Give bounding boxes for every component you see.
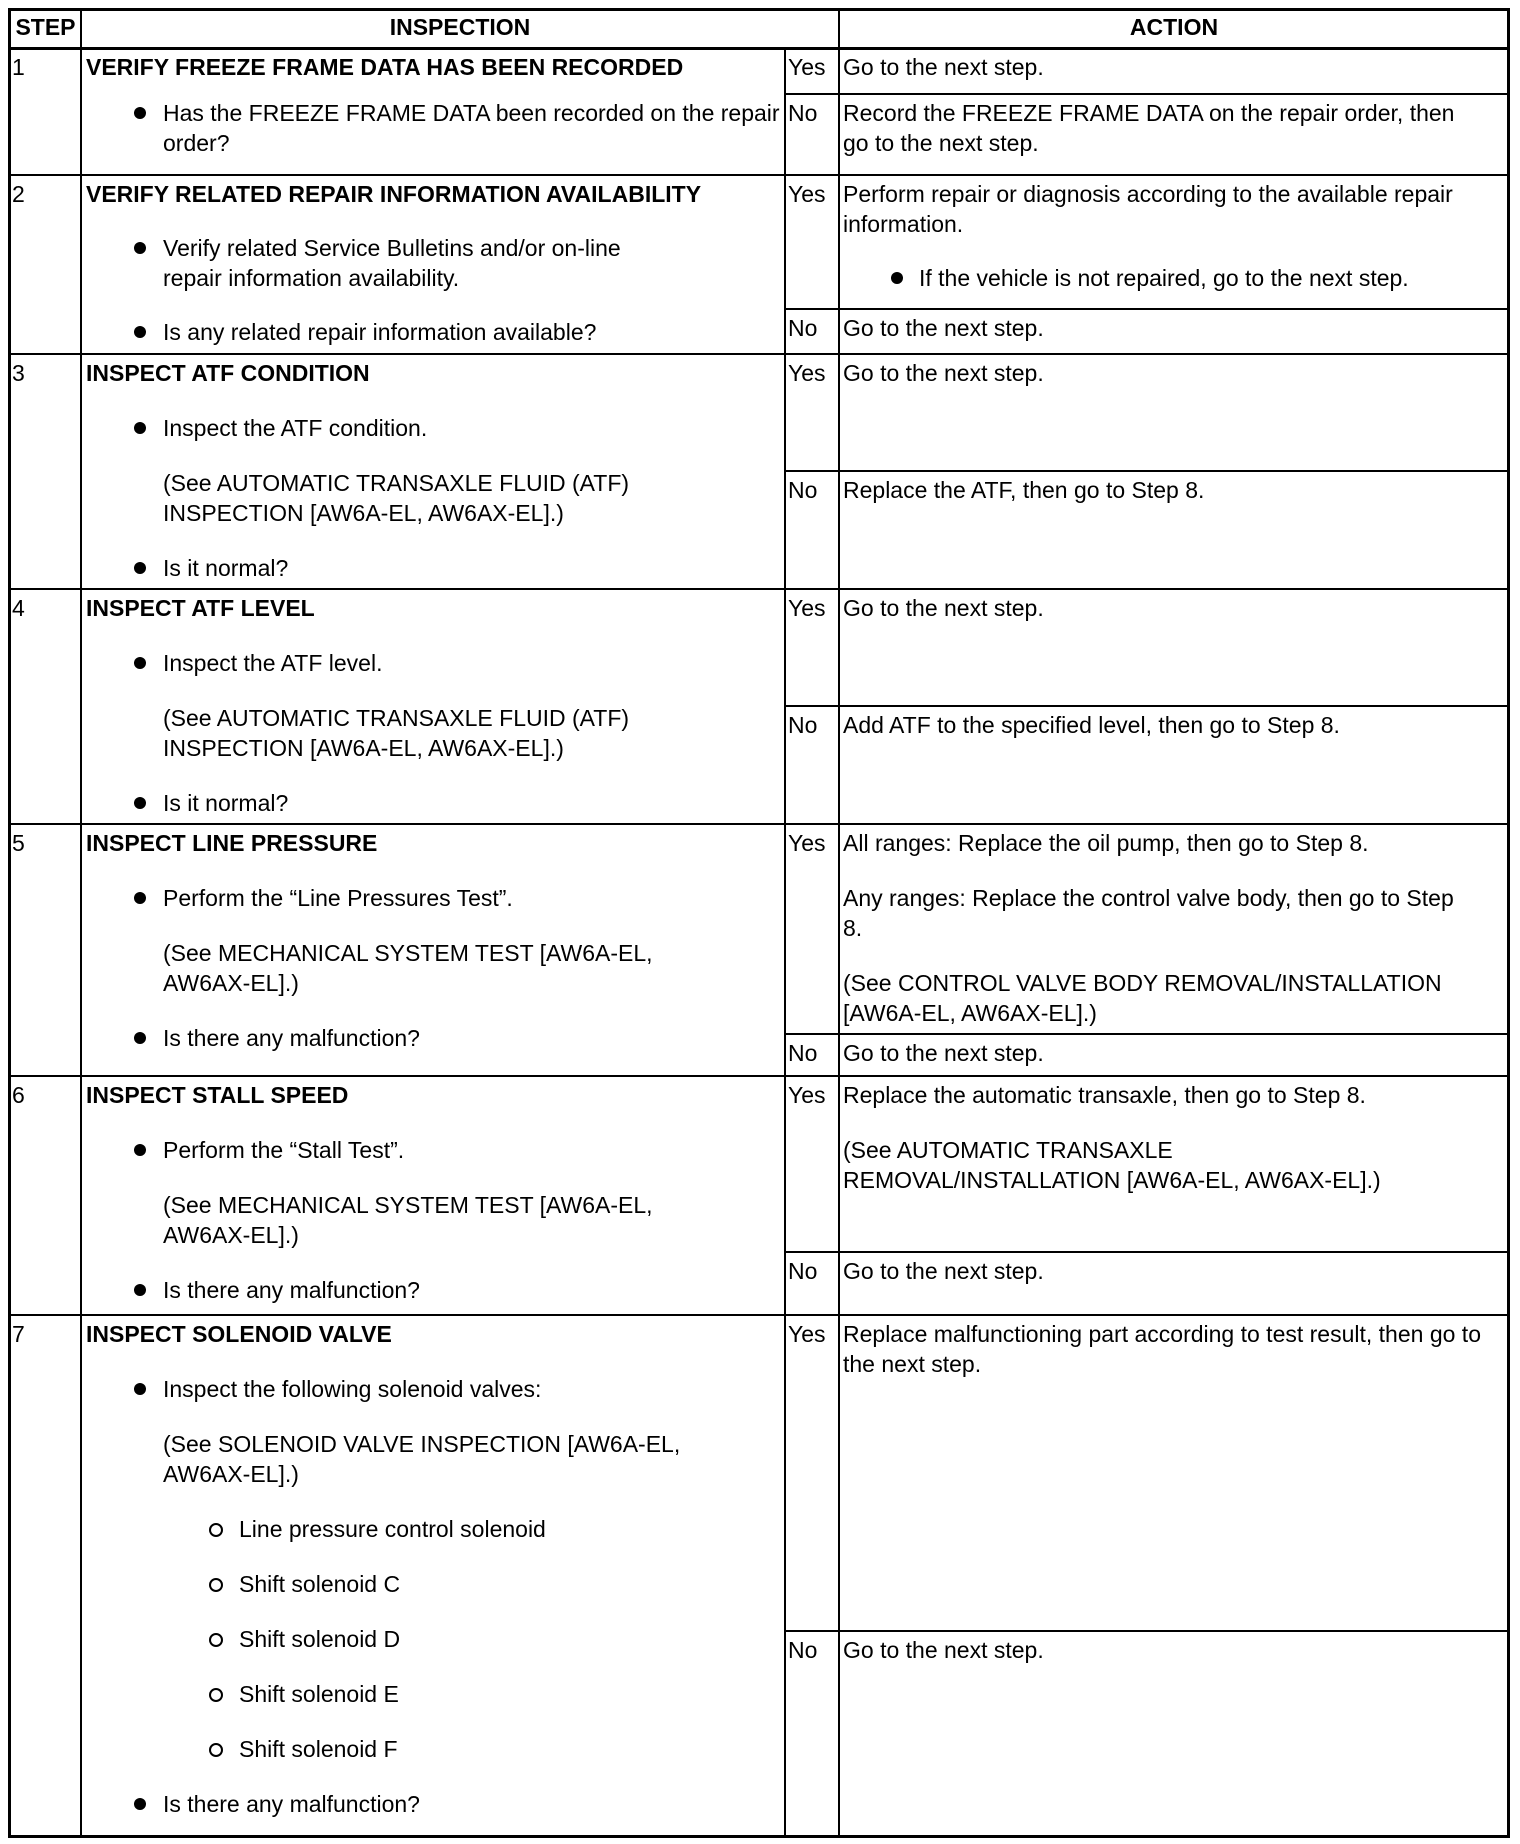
header-step: STEP xyxy=(15,14,76,40)
row-divider xyxy=(8,823,1510,825)
action-bullet: If the vehicle is not repaired, go to the next step. xyxy=(843,263,1503,293)
yes-action-text: Any ranges: Replace the control valve body, then go to Step 8. xyxy=(843,885,1454,941)
step-inspection xyxy=(86,593,780,818)
inspection-bullet: Is it normal? xyxy=(86,553,780,583)
solenoid-item: Shift solenoid E xyxy=(86,1679,780,1709)
row-divider xyxy=(8,588,1510,590)
row-divider xyxy=(8,353,1510,355)
yes-no-divider xyxy=(784,1033,1510,1035)
no-label: No xyxy=(788,1258,818,1284)
yes-action xyxy=(843,828,1503,1028)
col-divider xyxy=(784,48,786,1838)
solenoid-item: Shift solenoid C xyxy=(86,1569,780,1599)
step-inspection xyxy=(86,52,780,158)
step-title: VERIFY RELATED REPAIR INFORMATION AVAILABILITY xyxy=(86,181,702,207)
no-action: Go to the next step. xyxy=(843,1637,1044,1663)
inspection-bullet: Is it normal? xyxy=(86,788,780,818)
solenoid-item: Shift solenoid F xyxy=(86,1734,780,1764)
header-inspection: INSPECTION xyxy=(389,14,531,40)
step-number: 7 xyxy=(12,1321,25,1347)
inspection-bullet: Is there any malfunction? xyxy=(86,1275,780,1305)
yes-label: Yes xyxy=(788,1321,826,1347)
row-divider xyxy=(8,1075,1510,1077)
step-title: VERIFY FREEZE FRAME DATA HAS BEEN RECORDED xyxy=(86,54,684,80)
yes-label: Yes xyxy=(788,830,826,856)
row-divider xyxy=(8,47,1510,50)
step-title: INSPECT ATF CONDITION xyxy=(86,360,370,386)
step-number: 2 xyxy=(12,181,25,207)
no-action: Replace the ATF, then go to Step 8. xyxy=(843,477,1205,503)
inspection-bullet: Inspect the ATF level. xyxy=(86,648,780,678)
no-action: Go to the next step. xyxy=(843,1040,1044,1066)
yes-action-reference: (See AUTOMATIC TRANSAXLE REMOVAL/INSTALLATION [AW6A-EL, AW6AX-EL].) xyxy=(843,1137,1381,1193)
row-divider xyxy=(8,174,1510,176)
inspection-reference: (See MECHANICAL SYSTEM TEST [AW6A-EL, AW6AX-EL].) xyxy=(163,940,653,996)
step-number: 3 xyxy=(12,360,25,386)
solenoid-item: Shift solenoid D xyxy=(86,1624,780,1654)
yes-action: Replace malfunctioning part according to test result, then go to the next step. xyxy=(843,1321,1481,1377)
no-label: No xyxy=(788,1637,818,1663)
yes-label: Yes xyxy=(788,595,826,621)
step-inspection xyxy=(86,1080,780,1305)
step-title: INSPECT LINE PRESSURE xyxy=(86,830,378,856)
yes-action xyxy=(843,179,1503,293)
step-title: INSPECT STALL SPEED xyxy=(86,1082,349,1108)
inspection-bullet: Is there any malfunction? xyxy=(86,1023,780,1053)
inspection-bullet: Has the FREEZE FRAME DATA been recorded on the repair order? xyxy=(86,98,780,158)
no-label: No xyxy=(788,477,818,503)
inspection-bullet: Perform the “Line Pressures Test”. xyxy=(86,883,780,913)
no-action: Go to the next step. xyxy=(843,315,1044,341)
yes-no-divider xyxy=(784,470,1510,472)
yes-no-divider xyxy=(784,93,1510,95)
row-divider xyxy=(8,1314,1510,1316)
step-title: INSPECT SOLENOID VALVE xyxy=(86,1321,392,1347)
yes-no-divider xyxy=(784,705,1510,707)
yes-no-divider xyxy=(784,308,1510,310)
no-action: Go to the next step. xyxy=(843,1258,1044,1284)
yes-action: Go to the next step. xyxy=(843,595,1044,621)
inspection-reference: (See AUTOMATIC TRANSAXLE FLUID (ATF) INSPECTION [AW6A-EL, AW6AX-EL].) xyxy=(163,705,630,761)
yes-label: Yes xyxy=(788,54,826,80)
inspection-reference: (See SOLENOID VALVE INSPECTION [AW6A-EL, AW6AX-EL].) xyxy=(163,1431,681,1487)
yes-action-text: Replace the automatic transaxle, then go to Step 8. xyxy=(843,1082,1366,1108)
solenoid-item: Line pressure control solenoid xyxy=(86,1514,780,1544)
step-number: 5 xyxy=(12,830,25,856)
step-number: 4 xyxy=(12,595,25,621)
col-divider xyxy=(838,8,840,1838)
no-label: No xyxy=(788,712,818,738)
no-label: No xyxy=(788,315,818,341)
inspection-bullet: Inspect the ATF condition. xyxy=(86,413,780,443)
yes-label: Yes xyxy=(788,360,826,386)
inspection-bullet: Verify related Service Bulletins and/or on-line repair information availability. xyxy=(86,233,683,293)
step-inspection xyxy=(86,1319,780,1819)
inspection-table xyxy=(8,8,1510,1838)
yes-action-text: Perform repair or diagnosis according to the available repair information. xyxy=(843,181,1453,237)
inspection-bullet: Perform the “Stall Test”. xyxy=(86,1135,780,1165)
yes-label: Yes xyxy=(788,181,826,207)
no-label: No xyxy=(788,100,818,126)
yes-no-divider xyxy=(784,1251,1510,1253)
yes-action-text: All ranges: Replace the oil pump, then go to Step 8. xyxy=(843,830,1369,856)
step-inspection xyxy=(86,828,780,1053)
yes-action: Go to the next step. xyxy=(843,360,1044,386)
header-action: ACTION xyxy=(1129,14,1219,40)
yes-label: Yes xyxy=(788,1082,826,1108)
inspection-reference: (See MECHANICAL SYSTEM TEST [AW6A-EL, AW6AX-EL].) xyxy=(163,1192,653,1248)
step-number: 6 xyxy=(12,1082,25,1108)
yes-action: Go to the next step. xyxy=(843,54,1044,80)
no-action: Record the FREEZE FRAME DATA on the repair order, then go to the next step. xyxy=(843,100,1455,156)
inspection-bullet: Is any related repair information available? xyxy=(86,317,780,347)
step-inspection xyxy=(86,179,780,347)
no-label: No xyxy=(788,1040,818,1066)
col-divider xyxy=(80,8,82,1838)
step-inspection xyxy=(86,358,780,583)
inspection-bullet: Is there any malfunction? xyxy=(86,1789,780,1819)
inspection-bullet: Inspect the following solenoid valves: xyxy=(86,1374,780,1404)
yes-action xyxy=(843,1080,1503,1195)
inspection-reference: (See AUTOMATIC TRANSAXLE FLUID (ATF) INSPECTION [AW6A-EL, AW6AX-EL].) xyxy=(163,470,630,526)
step-title: INSPECT ATF LEVEL xyxy=(86,595,315,621)
yes-no-divider xyxy=(784,1630,1510,1632)
yes-action-reference: (See CONTROL VALVE BODY REMOVAL/INSTALLATION [AW6A-EL, AW6AX-EL].) xyxy=(843,970,1442,1026)
no-action: Add ATF to the specified level, then go to Step 8. xyxy=(843,712,1340,738)
step-number: 1 xyxy=(12,54,25,80)
